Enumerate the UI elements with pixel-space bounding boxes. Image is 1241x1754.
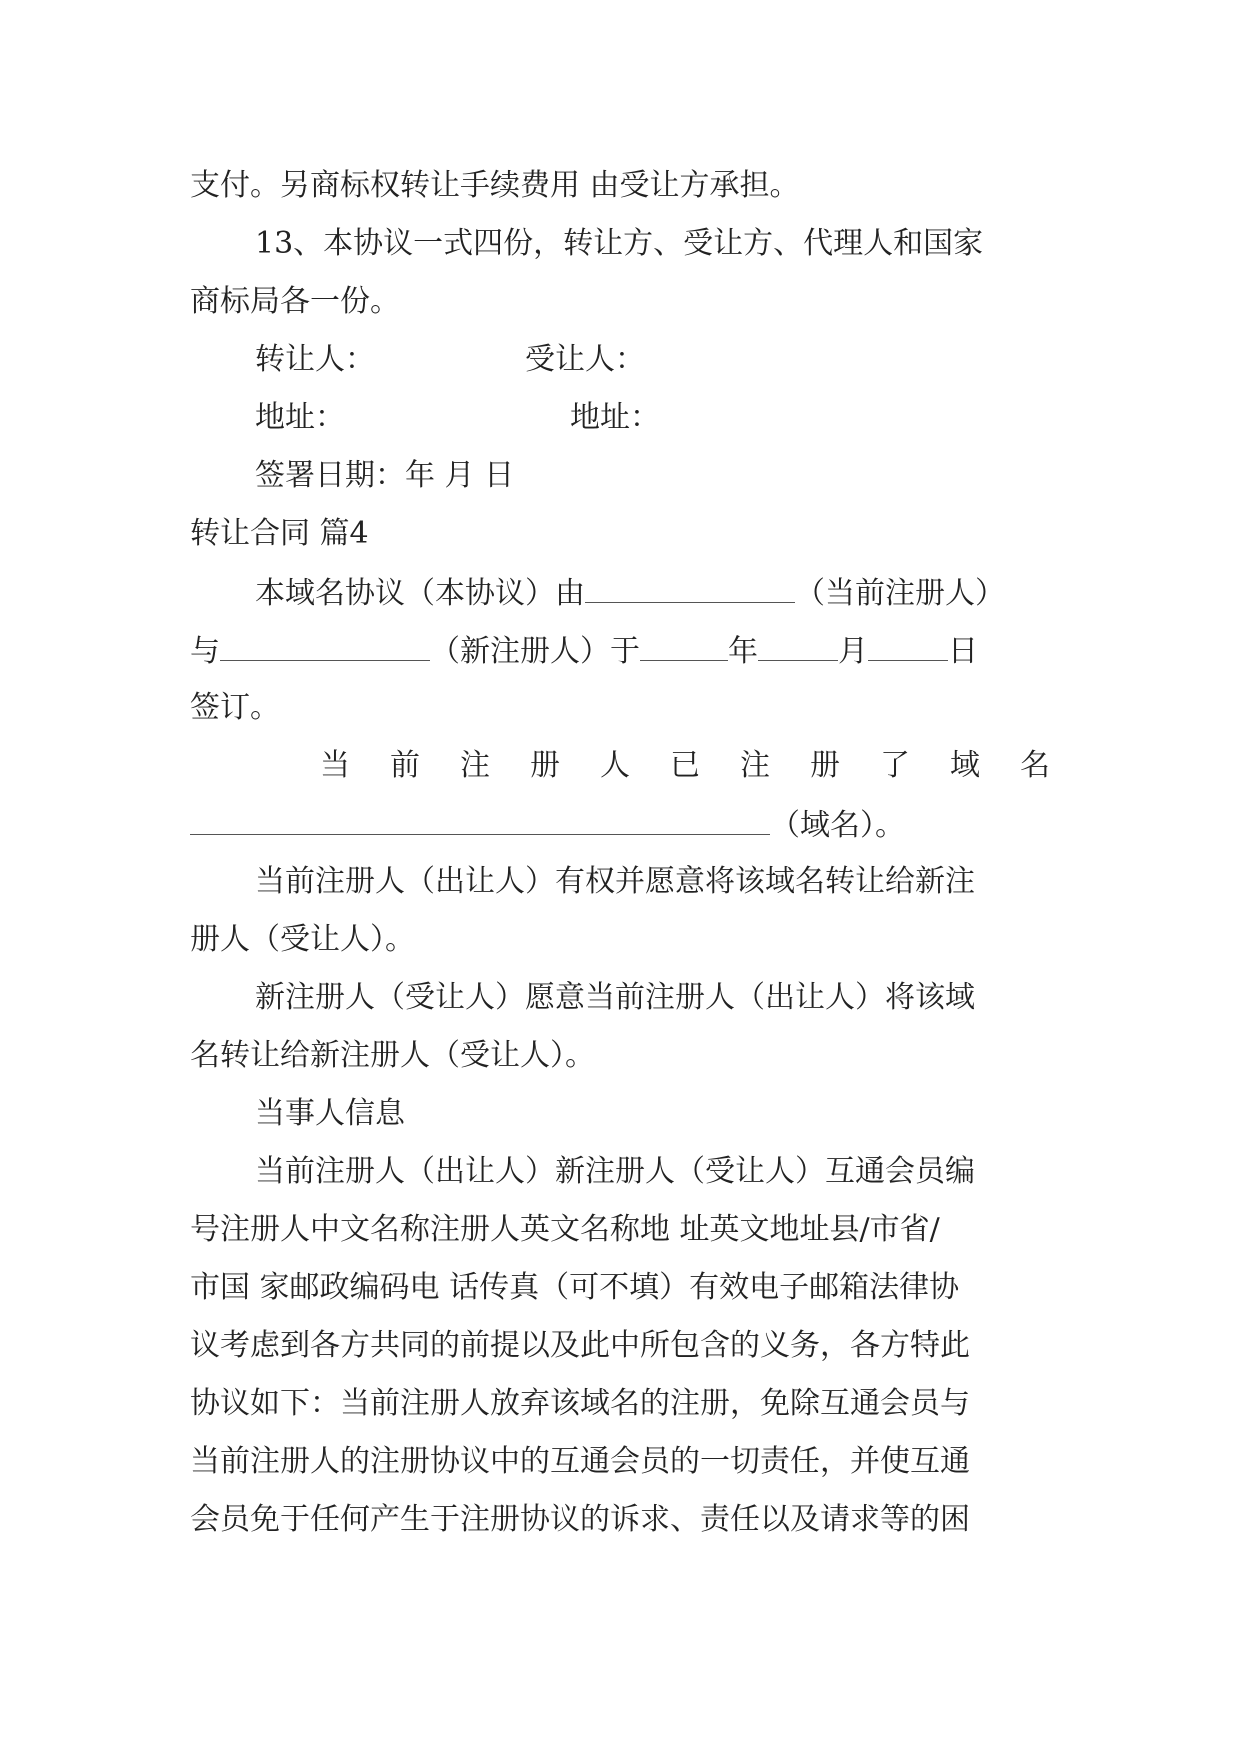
domain-intro-text: 本域名协议（本协议）由 <box>255 576 585 611</box>
willing-statement-line-1: 新注册人（受让人）愿意当前注册人（出让人）将该域 <box>255 980 975 1015</box>
willing-statement-line-2: 名转让给新注册人（受让人）。 <box>190 1038 595 1073</box>
body-line-2: 号注册人中文名称注册人英文名称地 址英文地址县/市省/ <box>190 1212 940 1247</box>
domain-intro-line <box>255 572 1050 614</box>
registered-domain-line: 当前注册人已注册了域名 <box>320 748 1050 783</box>
signature-parties-row <box>255 340 1050 380</box>
domain-label: （域名）。 <box>770 808 905 843</box>
body-line-4: 议考虑到各方共同的前提以及此中所包含的义务，各方特此 <box>190 1328 970 1363</box>
transferor-label: 转让人： <box>255 342 375 377</box>
body-line-3: 市国 家邮政编码电 话传真（可不填）有效电子邮箱法律协 <box>190 1270 960 1305</box>
paragraph-payment-tail: 支付。另商标权转让手续费用 由受让方承担。 <box>190 168 800 203</box>
month-label: 月 <box>838 634 868 669</box>
year-blank <box>640 630 728 661</box>
year-label: 年 <box>728 634 758 669</box>
right-statement-line-1: 当前注册人（出让人）有权并愿意将该域名转让给新注 <box>255 864 975 899</box>
domain-name-blank <box>190 804 770 835</box>
month-blank <box>758 630 838 661</box>
with-text: 与 <box>190 634 220 669</box>
current-registrant-label: （当前注册人） <box>795 576 1005 611</box>
new-registrant-label: （新注册人）于 <box>430 634 640 669</box>
body-line-7: 会员免于任何产生于注册协议的诉求、责任以及请求等的困 <box>190 1502 970 1537</box>
new-registrant-blank <box>220 630 430 661</box>
address-row <box>255 398 1050 438</box>
sign-date-line: 签署日期：年 月 日 <box>255 458 515 493</box>
section-title: 转让合同 篇4 <box>190 516 369 551</box>
address-right-label: 地址： <box>570 400 660 435</box>
transferee-label: 受让人： <box>525 342 645 377</box>
clause-13-line-2: 商标局各一份。 <box>190 284 400 319</box>
clause-13-line-1: 13、本协议一式四份，转让方、受让方、代理人和国家 <box>255 226 984 261</box>
right-statement-line-2: 册人（受让人）。 <box>190 922 415 957</box>
domain-parties-line <box>190 630 1050 672</box>
signed-text: 签订。 <box>190 690 280 725</box>
body-line-6: 当前注册人的注册协议中的互通会员的一切责任，并使互通 <box>190 1444 970 1479</box>
address-left-label: 地址： <box>255 400 345 435</box>
body-line-5: 协议如下：当前注册人放弃该域名的注册，免除互通会员与 <box>190 1386 970 1421</box>
body-line-1: 当前注册人（出让人）新注册人（受让人）互通会员编 <box>255 1154 975 1189</box>
current-registrant-blank <box>585 572 795 603</box>
party-info-heading: 当事人信息 <box>255 1096 405 1131</box>
day-label: 日 <box>948 634 978 669</box>
domain-name-line <box>190 804 1050 846</box>
day-blank <box>868 630 948 661</box>
